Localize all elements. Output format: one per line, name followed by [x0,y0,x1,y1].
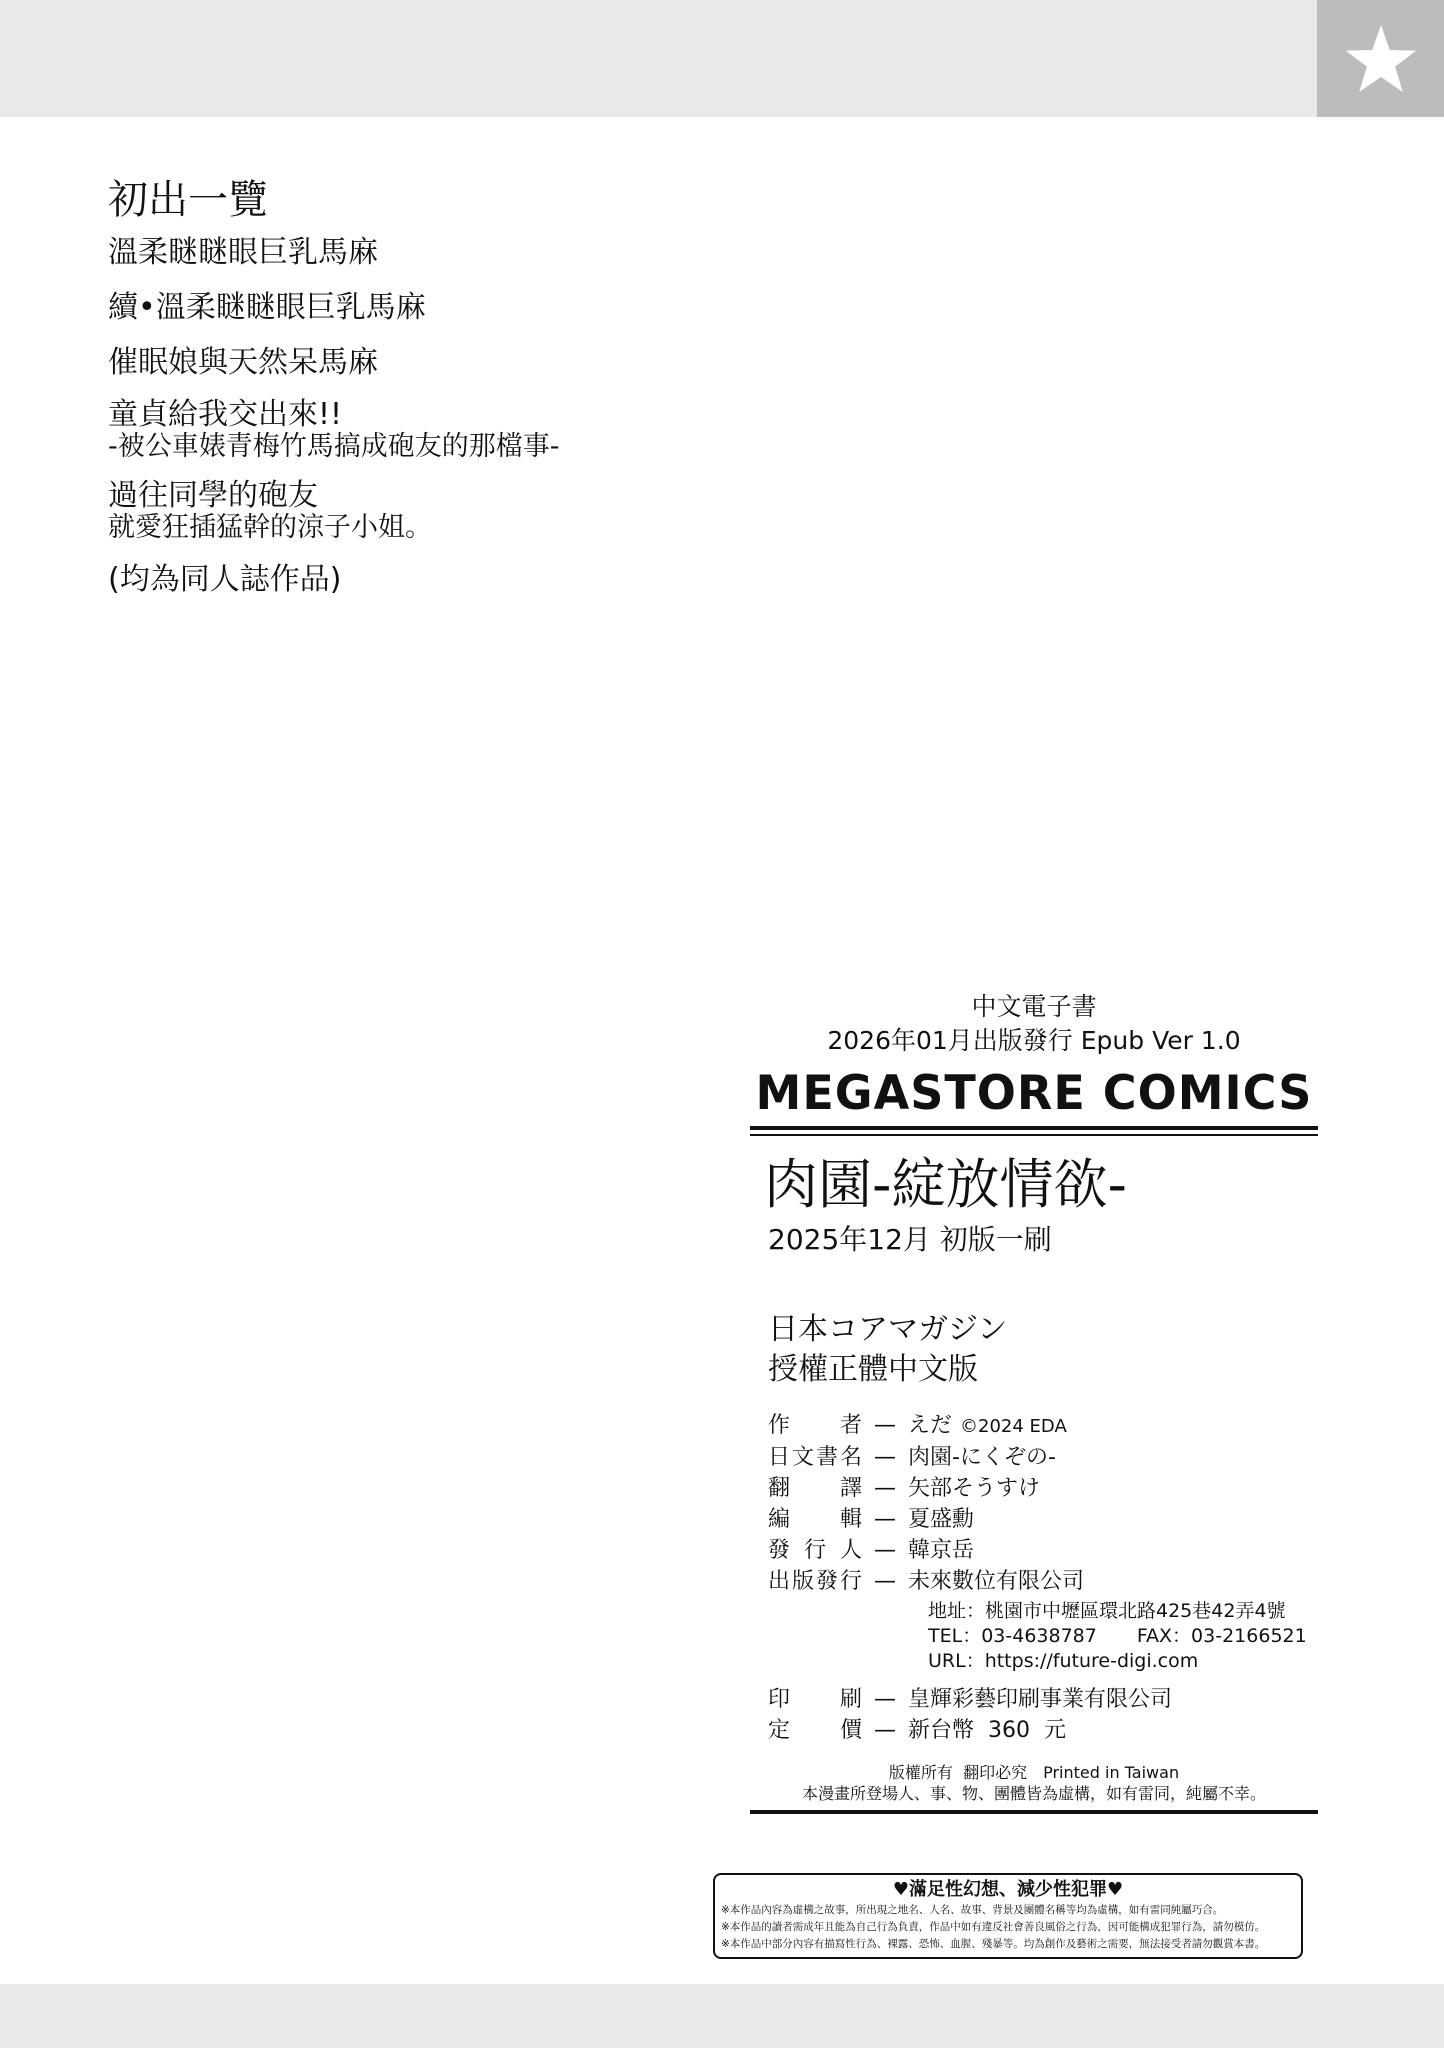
credit-row [768,1504,1324,1535]
release-line: 2026年01月出版發行 Epub Ver 1.0 [827,1026,1241,1055]
toc-item-line: 催眠娘與天然呆馬麻 [108,345,378,380]
price-value: 新台幣 360 元 [908,1717,1066,1743]
rights-text: 版權所有 翻印必究 [888,1762,1028,1782]
credit-dash: — [874,1686,896,1712]
credit-dash: — [874,1717,896,1743]
edition-line: 2025年12月 初版一刷 [768,1222,1052,1256]
toc-item-line: 童貞給我交出來!! [108,397,343,432]
top-margin-band [0,0,1444,117]
toc-item-subline: -被公車婊青梅竹馬搞成砲友的那檔事- [108,431,560,462]
toc-title: 初出一覽 [108,177,268,223]
fax: FAX：03-2166521 [1136,1624,1307,1647]
address-line: 地址：桃園市中壢區環北路425巷42弄4號 [928,1599,1286,1622]
credit-row [768,1410,1324,1442]
credit-key: 出 版 發 行 [768,1568,862,1594]
credit-key: 定 價 [768,1717,862,1743]
toc-item [108,234,808,272]
divider [750,1134,1318,1136]
book-title: 肉園-綻放情欲- [764,1152,1127,1216]
credit-value: 夏盛勳 [908,1506,975,1532]
divider [750,1126,1318,1130]
credit-dash: — [874,1444,896,1470]
toc-item [108,344,808,382]
credit-dash: — [874,1537,896,1563]
ebook-label: 中文電子書 [971,992,1097,1021]
toc-item-line: 續•溫柔瞇瞇眼巨乳馬麻 [108,290,426,325]
warning-line: ※本作品中部分內容有描寫性行為、裸露、恐怖、血腥、殘暴等。均為創作及藝術之需要，無法接受者請勿觀賞本書。 [721,1938,1266,1950]
credit-dash: — [874,1475,896,1501]
tel: TEL：03-4638787 [928,1624,1097,1647]
original-publisher: 日本コアマガジン [768,1311,1008,1347]
credit-row [768,1473,1324,1504]
first-appearance-list [108,172,808,616]
credit-row [768,1566,1324,1597]
toc-note [108,561,808,599]
bottom-margin-band [0,1984,1444,2048]
toc-note-line: (均為同人誌作品) [108,562,342,597]
phone-line [928,1624,1324,1649]
divider [750,1810,1318,1814]
credit-value: えだ ©2024 EDA [908,1412,1067,1438]
credit-value: 韓京岳 [908,1537,975,1563]
credit-key: 翻 譯 [768,1475,862,1501]
license-line: 授權正體中文版 [768,1351,978,1387]
credit-row [768,1684,1324,1715]
toc-item-line: 過往同學的砲友 [108,478,318,513]
credit-key: 印 刷 [768,1686,862,1712]
credit-value: 矢部そうすけ [908,1475,1041,1501]
star-icon [1344,22,1418,96]
credit-dash: — [874,1412,896,1438]
credit-key: 作 者 [768,1412,862,1438]
toc-item-line: 溫柔瞇瞇眼巨乳馬麻 [108,235,378,270]
credit-row [768,1442,1324,1473]
url-line: URL：https://future-digi.com [928,1649,1199,1672]
warning-line: ※本作品的讀者需成年且能為自己行為負責，作品中如有違反社會善良風俗之行為，因可能構成犯罪行為，請勿模仿。 [721,1921,1266,1933]
credits-table [768,1410,1324,1746]
warning-line: ※本作品內容為虛構之故事，所出現之地名、人名、故事、背景及團體名稱等均為虛構，如有雷同純屬巧合。 [721,1904,1224,1916]
brand-logo: MEGASTORE COMICS [755,1066,1313,1121]
toc-item [108,480,808,544]
credit-value: 肉園-にくぞの- [908,1444,1056,1470]
credit-key: 編 輯 [768,1506,862,1532]
publisher-block [744,1310,1324,1390]
printed-in: Printed in Taiwan [1043,1762,1180,1782]
colophon [744,990,1324,1814]
warning-title: ♥滿足性幻想、減少性犯罪♥ [892,1879,1124,1900]
credit-row [768,1535,1324,1566]
toc-item [108,289,808,327]
credit-key: 發 行 人 [768,1537,862,1563]
publisher-address [928,1599,1324,1674]
copyright-note: ©2024 EDA [960,1415,1067,1437]
toc-item [108,399,808,463]
credit-dash: — [874,1506,896,1532]
credit-row [768,1715,1324,1746]
credit-key: 日 文 書 名 [768,1444,862,1470]
warning-box [713,1873,1303,1959]
credit-value: 皇輝彩藝印刷事業有限公司 [908,1686,1173,1712]
credit-dash: — [874,1568,896,1594]
toc-item-subline: 就愛狂插猛幹的涼子小姐。 [108,512,432,543]
star-badge [1317,0,1444,117]
credit-value: 未來數位有限公司 [908,1568,1085,1594]
rights-notice [744,1762,1324,1783]
fiction-notice: 本漫畫所登場人、事、物、團體皆為虛構，如有雷同，純屬不幸。 [801,1783,1266,1803]
